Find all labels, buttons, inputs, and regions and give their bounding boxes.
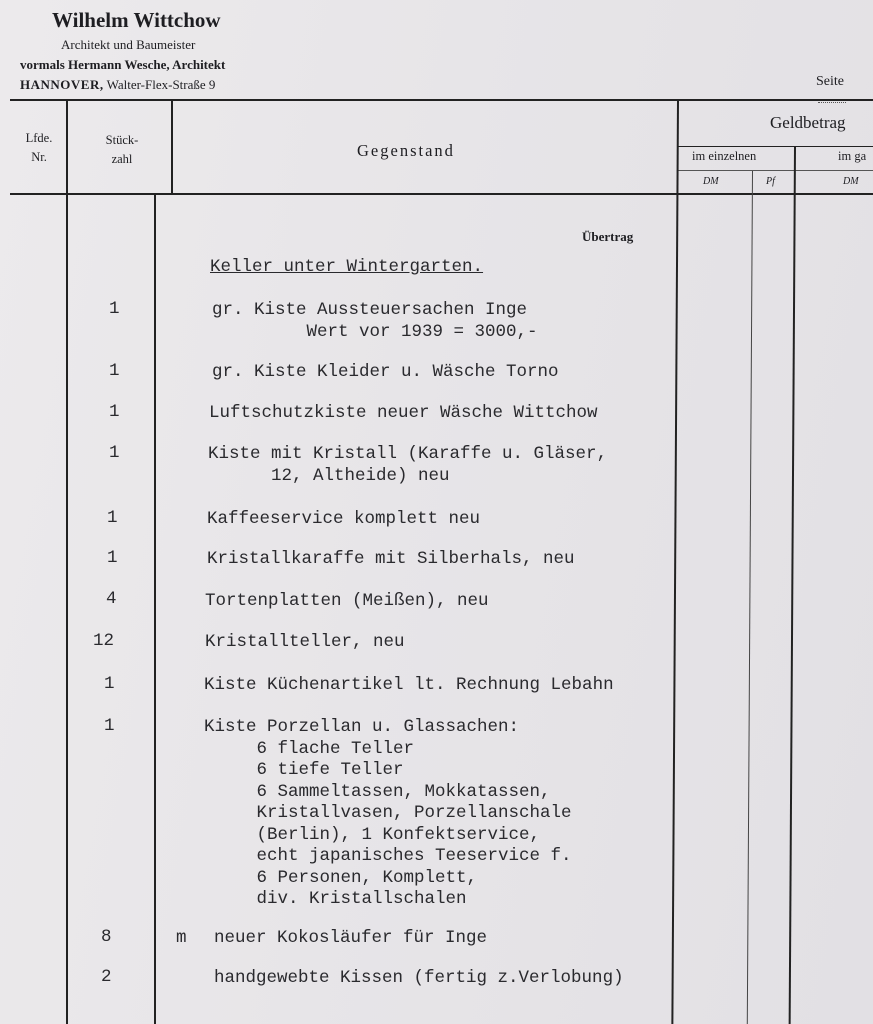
geld-sub-rule <box>678 146 873 147</box>
unit-dm-2: DM <box>843 176 859 187</box>
col-im-ganzen: im ga <box>838 149 867 163</box>
col-divider-2-header <box>171 101 173 195</box>
item-qty: 1 <box>109 402 120 422</box>
item-description <box>209 403 598 425</box>
item-description <box>214 968 624 990</box>
item-line: Kiste Porzellan u. Glassachen: <box>204 717 520 737</box>
col-divider-2 <box>154 195 156 1024</box>
letterhead-name: Wilhelm Wittchow <box>52 8 221 32</box>
col-gegenstand-header: Gegenstand <box>357 141 455 160</box>
item-description <box>207 509 480 531</box>
section-title: Keller unter Wintergarten. <box>210 257 484 277</box>
letterhead-profession: Architekt und Baumeister <box>61 37 196 52</box>
col-stueck-header <box>94 131 150 169</box>
table-top-rule <box>10 99 873 101</box>
item-description <box>205 632 405 654</box>
col-stueck-line1: Stück- <box>105 133 139 147</box>
letterhead-formerly: vormals Hermann Wesche, Architekt <box>20 57 226 72</box>
item-line: Wert vor 1939 = 3000,- <box>212 321 538 342</box>
col-geldbetrag-header: Geldbetrag <box>770 113 846 132</box>
item-line: 12, Altheide) neu <box>208 465 450 486</box>
item-line: Luftschutzkiste neuer Wäsche Wittchow <box>209 403 598 423</box>
table-header-rule <box>10 193 873 195</box>
unit-pf: Pf <box>766 176 775 187</box>
uebertrag-label: Übertrag <box>582 229 634 244</box>
item-line: div. Kristallschalen <box>204 889 467 909</box>
col-lfde-header <box>20 129 58 167</box>
item-qty: 4 <box>106 589 117 609</box>
item-description <box>214 928 487 950</box>
unit-rule <box>678 170 873 171</box>
item-qty: 1 <box>109 361 120 381</box>
item-line: gr. Kiste Kleider u. Wäsche Torno <box>212 362 559 382</box>
item-line: Kristallteller, neu <box>205 632 405 652</box>
page-number-blank <box>818 90 846 103</box>
item-description <box>208 444 607 487</box>
item-qty: 2 <box>101 967 112 987</box>
item-qty: 12 <box>93 631 115 651</box>
item-line: 6 tiefe Teller <box>204 760 404 780</box>
item-description <box>207 549 575 571</box>
col-lfde-line1: Lfde. <box>25 131 53 145</box>
item-description <box>204 675 614 697</box>
item-line: Kiste mit Kristall (Karaffe u. Gläser, <box>208 444 608 464</box>
item-description <box>204 717 572 911</box>
item-line: 6 Sammeltassen, Mokkatassen, <box>204 781 551 802</box>
item-unit: m <box>176 928 187 948</box>
unit-dm-1: DM <box>703 176 719 187</box>
col-divider-4 <box>747 171 753 1024</box>
page-label-text: Seite <box>816 74 844 89</box>
letterhead-street: Walter-Flex-Straße 9 <box>106 77 216 92</box>
item-line: Kiste Küchenartikel lt. Rechnung Lebahn <box>204 675 614 695</box>
item-description <box>205 591 489 613</box>
col-divider-5 <box>789 147 796 1024</box>
item-line: Tortenplatten (Meißen), neu <box>205 591 489 611</box>
letterhead-address <box>20 77 215 93</box>
col-lfde-line2: Nr. <box>31 150 47 164</box>
item-line: Kristallkaraffe mit Silberhals, neu <box>207 549 575 569</box>
item-qty: 8 <box>101 927 112 947</box>
item-qty: 1 <box>104 716 115 736</box>
item-description <box>212 362 559 384</box>
item-line: Kaffeeservice komplett neu <box>207 509 481 529</box>
item-qty: 1 <box>109 299 120 319</box>
item-line: Kristallvasen, Porzellanschale <box>204 803 572 823</box>
item-qty: 1 <box>107 548 118 568</box>
item-description <box>212 300 538 343</box>
item-line: (Berlin), 1 Konfektservice, <box>204 824 541 845</box>
col-divider-1 <box>66 101 68 1024</box>
item-line: neuer Kokosläufer für Inge <box>214 928 488 948</box>
item-qty: 1 <box>109 443 120 463</box>
item-line: echt japanisches Teeservice f. <box>204 846 572 866</box>
col-stueck-line2: zahl <box>111 152 133 166</box>
item-line: gr. Kiste Aussteuersachen Inge <box>212 300 528 320</box>
item-line: 6 flache Teller <box>204 738 415 759</box>
item-line: handgewebte Kissen (fertig z.Verlobung) <box>214 968 624 988</box>
item-qty: 1 <box>107 508 118 528</box>
page-number-label <box>816 74 873 108</box>
col-im-einzelnen: im einzelnen <box>692 149 757 163</box>
item-line: 6 Personen, Komplett, <box>204 867 478 888</box>
item-qty: 1 <box>104 674 115 694</box>
letterhead-city: HANNOVER, <box>20 77 104 92</box>
col-divider-3 <box>671 101 678 1024</box>
